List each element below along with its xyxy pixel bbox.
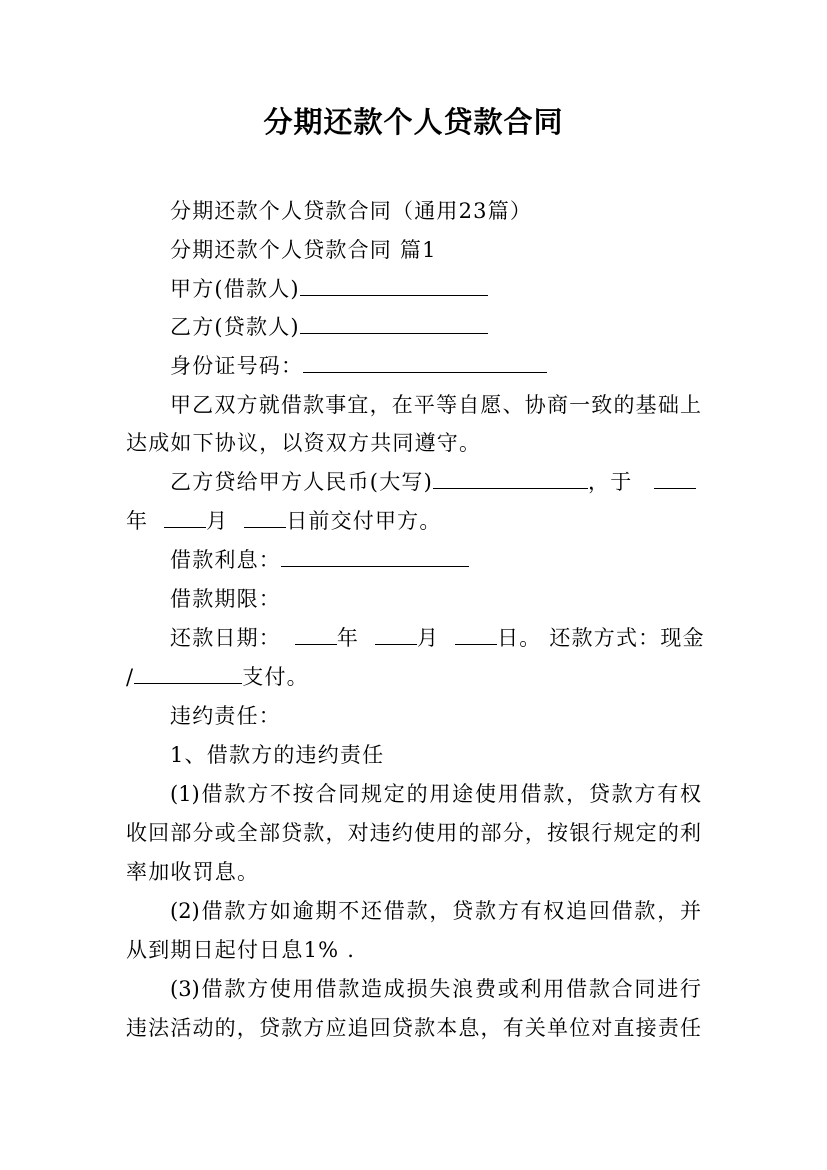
breach-heading: 违约责任：	[170, 704, 281, 728]
year-label: 年	[126, 509, 149, 533]
month-label: 月	[206, 509, 229, 533]
delivery-text: 日前交付甲方。	[286, 509, 442, 533]
repayment-line	[170, 623, 705, 653]
interest-blank	[281, 546, 469, 567]
clause-line: 违法活动的，贷款方应追回贷款本息，有关单位对直接责任	[126, 1016, 701, 1040]
document-subtitle: 分期还款个人贷款合同（通用23篇）	[170, 199, 533, 223]
repayment-date-label: 还款日期：	[170, 626, 281, 650]
party-b-label: 乙方(贷款人)	[170, 315, 300, 339]
clause-line: (3)借款方使用借款造成损失浪费或利用借款合同进行	[170, 977, 701, 1001]
clause-line: (1)借款方不按合同规定的用途使用借款，贷款方有权	[170, 782, 701, 806]
loan-amount-line	[170, 467, 696, 497]
repayment-method-text: 日。 还款方式：现金	[497, 626, 705, 650]
id-number-label: 身份证号码：	[170, 354, 304, 378]
id-number-line	[170, 351, 547, 381]
month-blank	[164, 507, 206, 528]
repay-day-blank	[455, 624, 497, 645]
party-b-blank	[300, 313, 488, 334]
loan-amount-label: 乙方贷给甲方人民币(大写)	[170, 470, 433, 494]
paragraph-line: 达成如下协议，以资双方共同遵守。	[126, 431, 482, 455]
repay-month-label: 月	[416, 626, 440, 650]
party-a-line	[170, 274, 488, 304]
party-a-blank	[300, 275, 488, 296]
loan-term-line: 借款期限：	[170, 587, 281, 611]
breach-subheading: 1、借款方的违约责任	[170, 743, 385, 767]
year-blank	[654, 468, 696, 489]
party-b-line	[170, 312, 488, 342]
clause-line: 收回部分或全部贷款，对违约使用的部分，按银行规定的利	[126, 821, 701, 845]
repay-year-blank	[295, 624, 337, 645]
clause-line: (2)借款方如逾期不还借款，贷款方有权追回借款，并	[170, 899, 701, 923]
payment-method-blank	[134, 663, 242, 684]
repay-month-blank	[375, 624, 417, 645]
party-a-label: 甲方(借款人)	[170, 277, 300, 301]
interest-line	[170, 545, 469, 575]
payment-line	[126, 662, 309, 692]
document-title: 分期还款个人贷款合同	[263, 105, 564, 139]
day-blank	[244, 507, 286, 528]
repay-year-label: 年	[336, 626, 360, 650]
interest-label: 借款利息：	[170, 548, 281, 572]
payment-suffix: 支付。	[242, 665, 309, 689]
clause-line: 率加收罚息。	[126, 860, 260, 884]
section-heading: 分期还款个人贷款合同 篇1	[170, 238, 437, 262]
loan-amount-suffix: ，于	[588, 470, 633, 494]
payment-slash: /	[126, 665, 135, 689]
delivery-date-line	[126, 506, 442, 536]
paragraph-line: 甲乙双方就借款事宜，在平等自愿、协商一致的基础上	[170, 393, 701, 417]
loan-amount-blank	[433, 468, 588, 489]
clause-line: 从到期日起付日息1% .	[126, 938, 356, 962]
id-number-blank	[303, 352, 547, 373]
